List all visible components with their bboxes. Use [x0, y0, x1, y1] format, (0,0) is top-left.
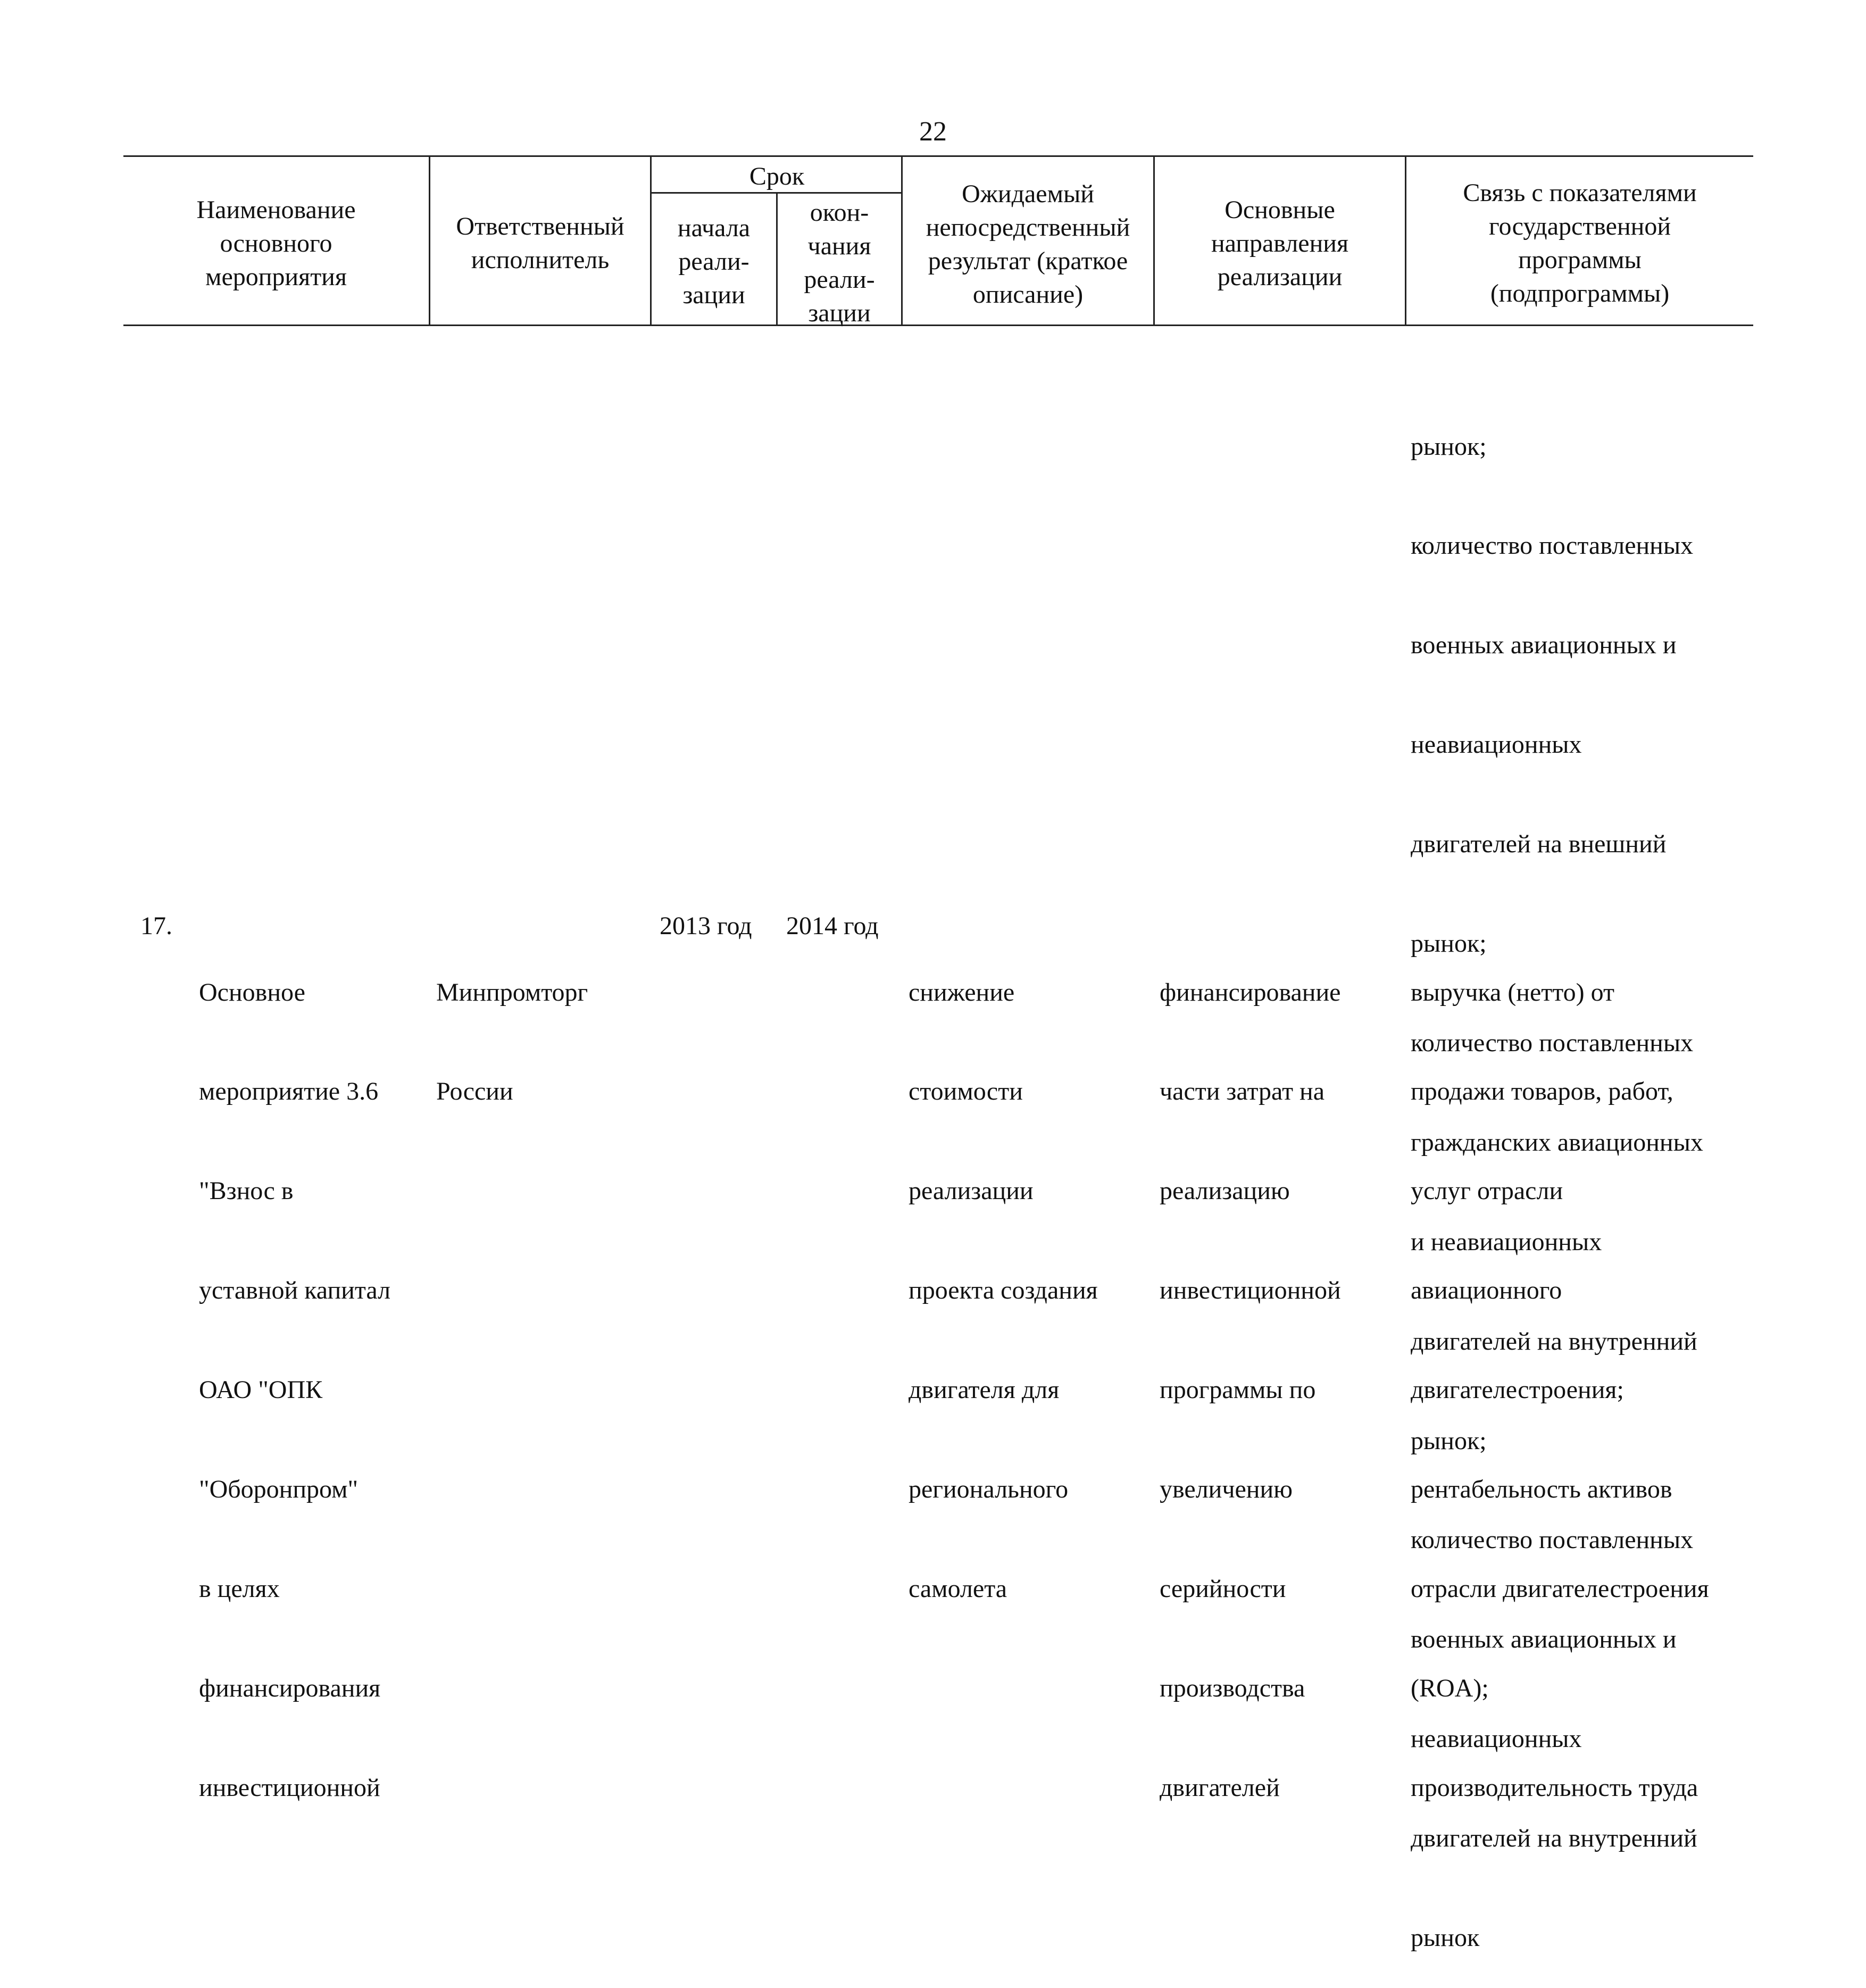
header-expected: Ожидаемый непосредственный результат (краткое описание) — [926, 180, 1130, 309]
row-end: 2014 год — [786, 912, 879, 940]
row-directions: финансирование части затрат на реализацию инвестиционной программы по увеличению серийности производства двигателей — [1160, 978, 1341, 1802]
continuation-link-text: рынок; количество поставленных военных авиационных и неавиационных двигателей на внешний рынок; количество поставленных гражданских авиационных и неавиационных двигателей на внутренний рынок; количество поставленных военных авиационных и неавиационных двигателей на внутренний рынок — [1411, 432, 1703, 1952]
row-link: выручка (нетто) от продажи товаров, работ, услуг отрасли авиационного двигателестроения; рентабельность активов отрасли двигателестроения (ROA); производительность труда — [1411, 978, 1709, 1802]
page-number: 22 — [919, 117, 947, 147]
header-responsible: Ответственный исполнитель — [456, 212, 624, 274]
header-top-rule — [123, 155, 1753, 157]
row-responsible: Минпромторг России — [436, 978, 588, 1106]
row-start: 2013 год — [660, 912, 752, 940]
row-number: 17. — [140, 912, 172, 940]
header-term: Срок — [749, 162, 805, 190]
header-directions: Основные направления реализации — [1211, 196, 1349, 291]
row-expected: снижение стоимости реализации проекта создания двигателя для регионального самолета — [909, 978, 1098, 1603]
header-name: Наименование основного мероприятия — [196, 196, 356, 291]
header-link: Связь с показателями государственной программы (подпрограммы) — [1463, 179, 1697, 307]
header-bottom-rule — [123, 325, 1753, 326]
header-end: окон- чания реали- зации — [804, 198, 875, 327]
header-start: начала реали- зации — [677, 214, 751, 309]
row-name: Основное мероприятие 3.6 "Взнос в уставной капитал ОАО "ОПК "Оборонпром" в целях финансирования инвестиционной — [199, 978, 391, 1802]
